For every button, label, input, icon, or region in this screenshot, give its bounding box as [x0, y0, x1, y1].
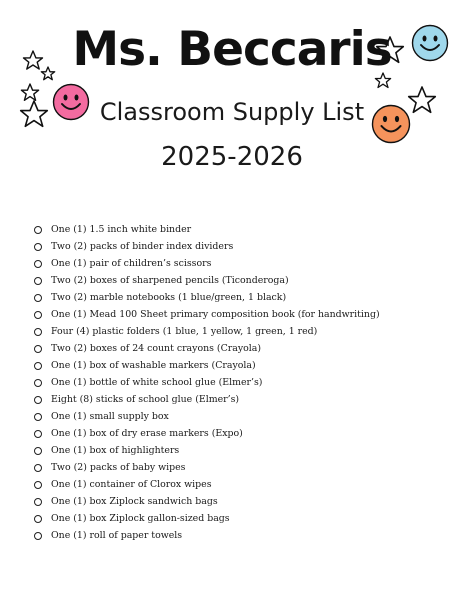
- supply-item-label: One (1) Mead 100 Sheet primary composition book (for handwriting): [51, 309, 380, 320]
- circle-bullet-icon: [34, 328, 42, 336]
- list-item: [34, 357, 380, 374]
- school-year: 2025-2026: [161, 142, 303, 172]
- supply-item-label: Four (4) plastic folders (1 blue, 1 yellow, 1 green, 1 red): [51, 326, 318, 337]
- circle-bullet-icon: [34, 481, 42, 489]
- list-item: [34, 476, 380, 493]
- list-item: [34, 306, 380, 323]
- list-item: [34, 272, 380, 289]
- circle-bullet-icon: [34, 447, 42, 455]
- circle-bullet-icon: [34, 345, 42, 353]
- supply-item-label: Two (2) boxes of sharpened pencils (Ticonderoga): [51, 275, 289, 286]
- circle-bullet-icon: [34, 362, 42, 370]
- circle-bullet-icon: [34, 430, 42, 438]
- circle-bullet-icon: [34, 498, 42, 506]
- list-item: [34, 391, 380, 408]
- supply-item-label: One (1) bottle of white school glue (Elmer’s): [51, 377, 263, 388]
- supply-item-label: One (1) box of washable markers (Crayola): [51, 360, 256, 371]
- circle-bullet-icon: [34, 260, 42, 268]
- circle-bullet-icon: [34, 464, 42, 472]
- list-item: [34, 323, 380, 340]
- supply-list: [34, 221, 380, 544]
- circle-bullet-icon: [34, 243, 42, 251]
- supply-item-label: One (1) box Ziplock sandwich bags: [51, 496, 218, 507]
- circle-bullet-icon: [34, 396, 42, 404]
- supply-item-label: One (1) box of highlighters: [51, 445, 180, 456]
- list-item: [34, 527, 380, 544]
- list-item: [34, 442, 380, 459]
- supply-item-label: Eight (8) sticks of school glue (Elmer’s): [51, 394, 240, 405]
- list-item: [34, 374, 380, 391]
- supply-item-label: One (1) container of Clorox wipes: [51, 479, 212, 490]
- list-item: [34, 425, 380, 442]
- list-title: Classroom Supply List: [99, 98, 365, 126]
- supply-item-label: One (1) 1.5 inch white binder: [51, 224, 192, 235]
- supply-item-label: One (1) box Ziplock gallon-sized bags: [51, 513, 230, 524]
- list-item: [34, 459, 380, 476]
- list-item: [34, 238, 380, 255]
- circle-bullet-icon: [34, 311, 42, 319]
- supply-item-label: One (1) small supply box: [51, 411, 169, 422]
- teacher-name: Ms. Beccaris: [72, 22, 392, 77]
- list-item: [34, 408, 380, 425]
- supply-item-label: One (1) roll of paper towels: [51, 530, 183, 541]
- circle-bullet-icon: [34, 413, 42, 421]
- circle-bullet-icon: [34, 515, 42, 523]
- list-item: [34, 340, 380, 357]
- circle-bullet-icon: [34, 532, 42, 540]
- circle-bullet-icon: [34, 277, 42, 285]
- list-item: [34, 493, 380, 510]
- circle-bullet-icon: [34, 294, 42, 302]
- circle-bullet-icon: [34, 379, 42, 387]
- supply-item-label: Two (2) packs of binder index dividers: [51, 241, 234, 252]
- circle-bullet-icon: [34, 226, 42, 234]
- list-item: [34, 221, 380, 238]
- supply-item-label: One (1) pair of children’s scissors: [51, 258, 212, 269]
- supply-item-label: One (1) box of dry erase markers (Expo): [51, 428, 243, 439]
- supply-item-label: Two (2) boxes of 24 count crayons (Crayola): [51, 343, 261, 354]
- supply-item-label: Two (2) packs of baby wipes: [51, 462, 186, 473]
- supply-item-label: Two (2) marble notebooks (1 blue/green, 1 black): [51, 292, 287, 303]
- list-item: [34, 289, 380, 306]
- list-item: [34, 255, 380, 272]
- list-item: [34, 510, 380, 527]
